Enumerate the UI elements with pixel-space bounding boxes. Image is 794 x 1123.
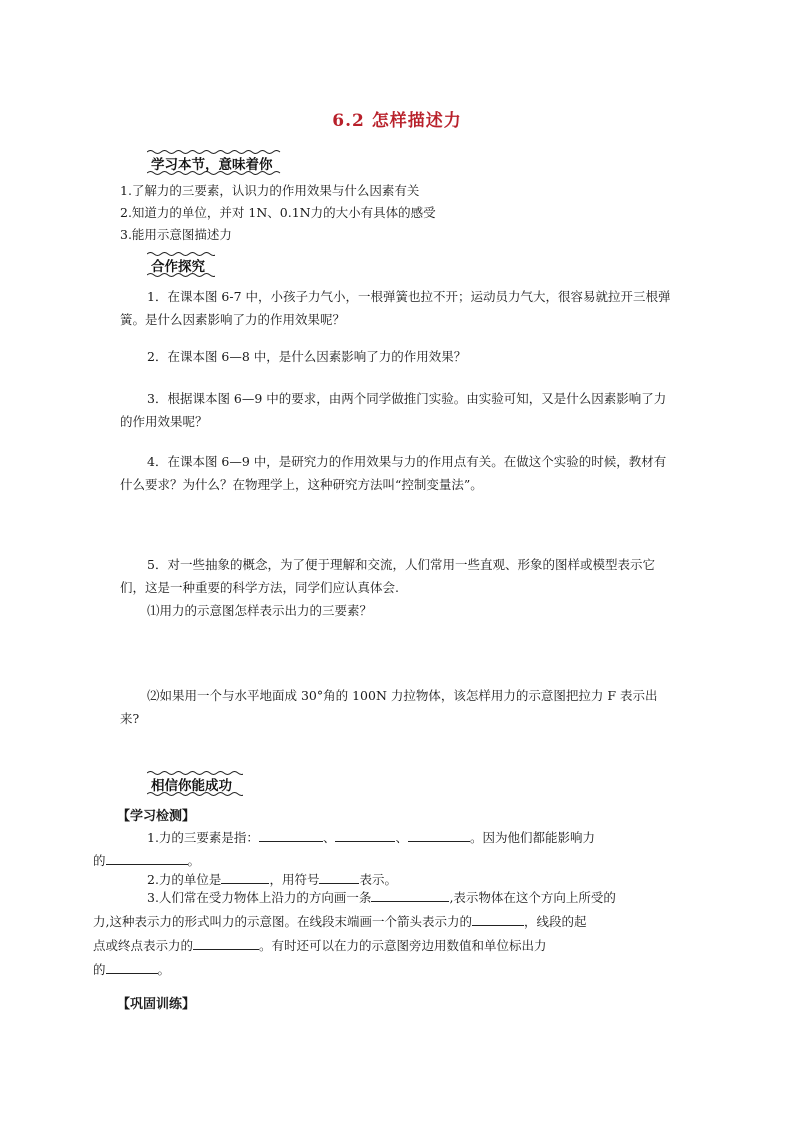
check-3-text: 点或终点表示力的 [93,938,194,953]
check-item-3 [93,886,675,982]
question-4: 4．在课本图 6—9 中，是研究力的作用效果与力的作用点有关。在做这个实验的时候，教材有什么要求？为什么？在物理学上，这种研究方法叫“控制变量法”。 [120,454,667,492]
check-item-1 [93,826,675,872]
separator: 、 [395,830,408,845]
answer-blank[interactable] [106,850,188,865]
check-1-text: 1.力的三要素是指： [147,830,259,845]
answer-blank[interactable] [335,827,395,842]
objectives-section-header [147,150,285,176]
explore-header-text: 合作探究 [151,259,205,275]
explore-section-header [147,252,215,278]
check-3-text: ,表示物体在这个方向上所受的 [449,890,616,905]
check-section-header: 【学习检测】 [117,809,196,824]
separator: 、 [322,830,336,845]
answer-blank[interactable] [408,827,470,842]
success-header-text: 相信你能成功 [151,778,232,794]
answer-blank[interactable] [106,959,158,974]
question-5b: ⑵如果用一个与水平地面成 30°角的 100N 力拉物体，该怎样用力的示意图把拉力 F 表示出来? [120,688,658,726]
check-3-text: ，线段的起 [523,914,587,929]
check-2-text: 2.力的单位是 [147,872,222,887]
answer-blank[interactable] [259,827,323,842]
check-3-text: 。有时还可以在力的示意图旁边用数值和单位标出力 [259,938,547,953]
check-3-text: 力,这种表示力的形式叫力的示意图。在线段末端画一个箭头表示力的 [93,914,472,929]
page-title: 6.2 怎样描述力 [332,111,462,131]
answer-blank[interactable] [193,935,259,950]
success-section-header [147,771,243,797]
check-1-text: 。 [187,853,201,868]
question-1: 1．在课本图 6-7 中，小孩子力气小，一根弹簧也拉不开；运动员力气大，很容易就拉开三根弹簧。是什么因素影响了力的作用效果呢？ [120,289,671,327]
check-3-text: 。 [157,962,171,977]
answer-blank[interactable] [371,887,449,902]
check-3-text: 3.人们常在受力物体上沿力的方向画一条 [147,890,372,905]
answer-blank[interactable] [221,869,269,884]
question-2: 2．在课本图 6—8 中，是什么因素影响了力的作用效果？ [147,349,467,364]
question-5a: ⑴用力的示意图怎样表示出力的三要素？ [147,603,373,618]
objective-2: 2.知道力的单位，并对 1N、0.1N力的大小有具体的感受 [120,205,436,220]
objective-3: 3.能用示意图描述力 [120,227,232,242]
check-3-text: 的 [93,962,106,977]
question-5: 5．对一些抽象的概念，为了便于理解和交流，人们常用一些直观、形象的图样或模型表示它们，这是一种重要的科学方法，同学们应认真体会. [120,557,655,595]
objective-1: 1.了解力的三要素，认识力的作用效果与什么因素有关 [120,183,420,198]
answer-blank[interactable] [472,911,524,926]
answer-blank[interactable] [319,869,359,884]
practice-section-header: 【巩固训练】 [117,997,196,1012]
check-2-text: ，用符号 [269,872,320,887]
check-1-text: 的 [93,853,106,868]
question-3: 3．根据课本图 6—9 中的要求，由两个同学做推门实验。由实验可知，又是什么因素影响了力的作用效果呢？ [120,391,667,429]
check-1-text: 。因为他们都能影响力 [469,830,595,845]
objectives-header-text: 学习本节，意味着你 [151,157,273,173]
check-2-text: 表示。 [359,872,397,887]
